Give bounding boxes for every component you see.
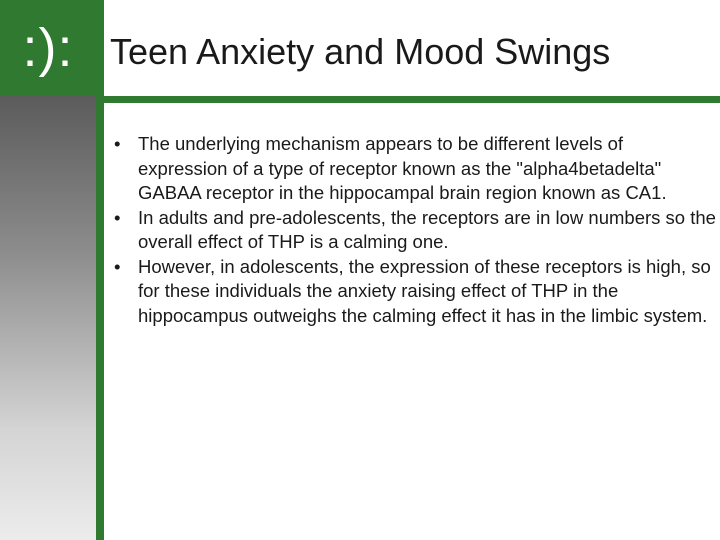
bullet-item	[112, 206, 716, 255]
bullet-text: However, in adolescents, the expression of these receptors is high, so for these individuals the anxiety raising effect of THP in the hippocampus outweighs the calming effect it has in the limbic system.	[138, 255, 711, 326]
bullet-item	[112, 132, 716, 206]
bullet-text: The underlying mechanism appears to be different levels of expression of a type of receptor known as the "alpha4betadelta" GABAA receptor in the hippocampal brain region known as CA1.	[138, 133, 667, 203]
slide-title: Teen Anxiety and Mood Swings	[110, 31, 611, 72]
bullet-item	[112, 255, 716, 329]
bullet-icon: •	[114, 255, 121, 277]
sidebar-gradient-panel	[0, 96, 96, 540]
smiley-logo: :):	[22, 18, 74, 78]
vertical-accent-rule	[96, 0, 104, 540]
bullet-icon: •	[114, 133, 121, 154]
bullet-list	[112, 132, 716, 328]
bullet-icon: •	[114, 206, 121, 228]
bullet-text: In adults and pre-adolescents, the receptors are in low numbers so the overall effect of THP is a calming one.	[138, 206, 716, 252]
sidebar-logo-panel	[0, 0, 96, 96]
title-underline-rule	[96, 96, 720, 103]
